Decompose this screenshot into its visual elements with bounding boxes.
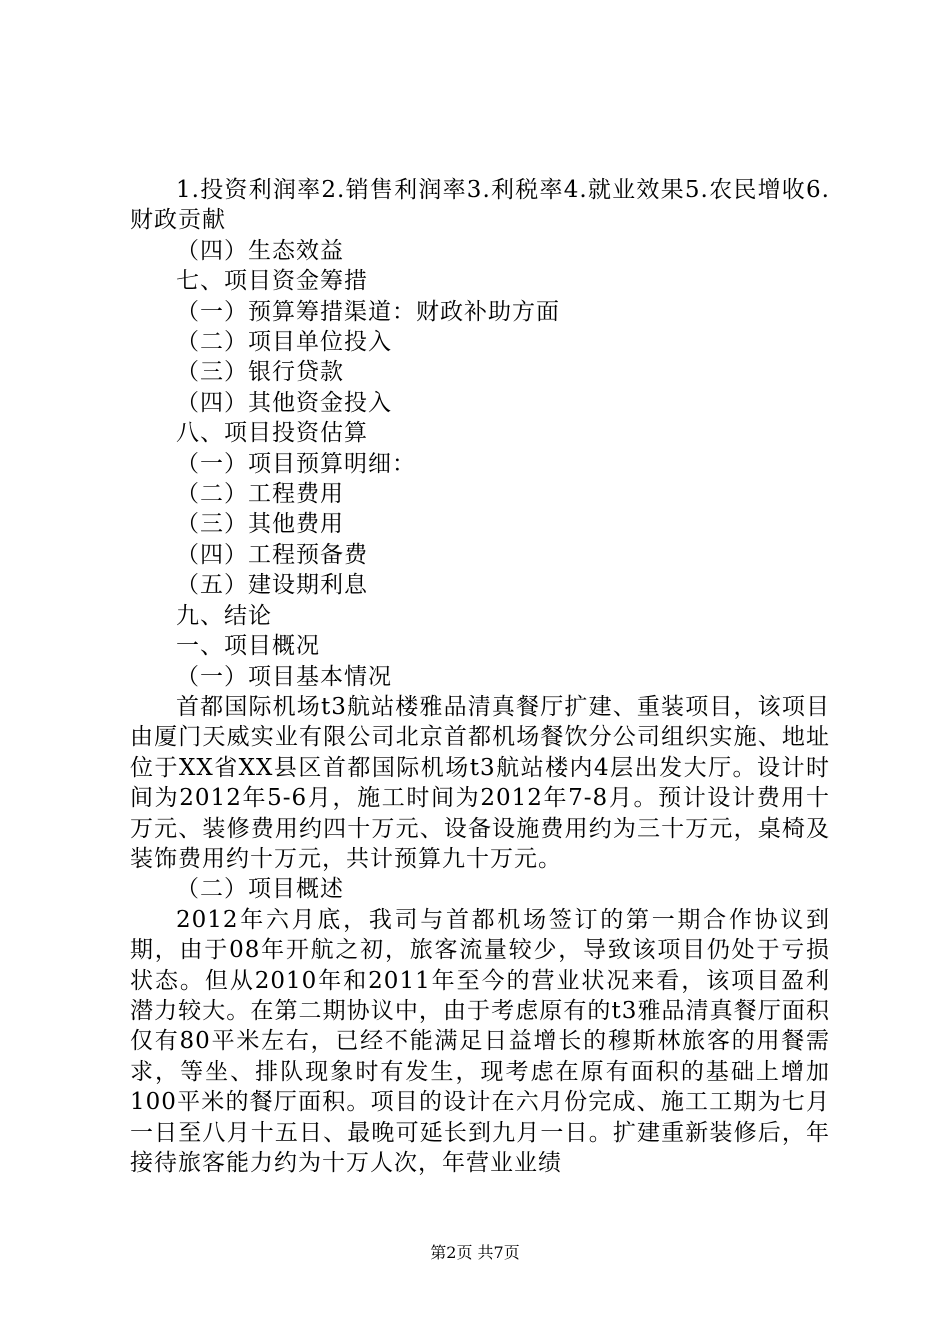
item-engineering-cost: （二）工程费用 <box>176 481 344 508</box>
item-reserve-fund: （四）工程预备费 <box>176 541 368 568</box>
heading-project-summary: （二）项目概述 <box>176 876 344 903</box>
heading-fund-raising: 七、项目资金筹措 <box>176 268 368 295</box>
item-unit-investment: （二）项目单位投入 <box>176 329 392 356</box>
item-budget-channel: （一）预算筹措渠道：财政补助方面 <box>176 298 560 325</box>
page-footer <box>0 1243 950 1263</box>
heading-basic-info: （一）项目基本情况 <box>176 663 392 690</box>
item-bank-loan: （三）银行贷款 <box>176 359 344 386</box>
paragraph-economic-indicators: 1.投资利润率2.销售利润率3.利税率4.就业效果5.农民增收6.财政贡献 <box>130 177 830 234</box>
item-other-cost: （三）其他费用 <box>176 511 344 538</box>
item-budget-details: （一）项目预算明细： <box>176 450 416 477</box>
paragraph-project-summary: 2012年六月底，我司与首都机场签订的第一期合作协议到期，由于08年开航之初，旅客流量较少，导致该项目仍处于亏损状态。但从2010年和2011年至今的营业状况来看，该项目盈利潜力较大。在第二期协议中，由于考虑原有的t3雅品清真餐厅面积仅有80平米左右，已经不能满足日益增长的穆斯林旅客的用餐需求，等坐、排队现象时有发生，现考虑在原有面积的基础上增加100平米的餐厅面积。项目的设计在六月份完成、施工工期为七月一日至八月十五日、最晚可延长到九月一日。扩建重新装修后，年接待旅客能力约为十万人次，年营业业绩 <box>130 906 830 1176</box>
paragraph-basic-info: 首都国际机场t3航站楼雅品清真餐厅扩建、重装项目，该项目由厦门天威实业有限公司北京首都机场餐饮分公司组织实施、地址位于XX省XX县区首都国际机场t3航站楼内4层出发大厅。设计时间为2012年5-6月，施工时间为2012年7-8月。预计设计费用十万元、装修费用约四十万元、设备设施费用约为三十万元，桌椅及装饰费用约十万元，共计预算九十万元。 <box>130 693 830 872</box>
item-other-investment: （四）其他资金投入 <box>176 389 392 416</box>
heading-ecological-benefit: （四）生态效益 <box>176 237 344 264</box>
page-number-label: 第2页 共7页 <box>430 1243 520 1262</box>
document-body <box>130 175 830 1178</box>
heading-conclusion: 九、结论 <box>176 602 272 629</box>
heading-project-overview: 一、项目概况 <box>176 633 320 660</box>
item-construction-interest: （五）建设期利息 <box>176 572 368 599</box>
heading-investment-estimate: 八、项目投资估算 <box>176 420 368 447</box>
